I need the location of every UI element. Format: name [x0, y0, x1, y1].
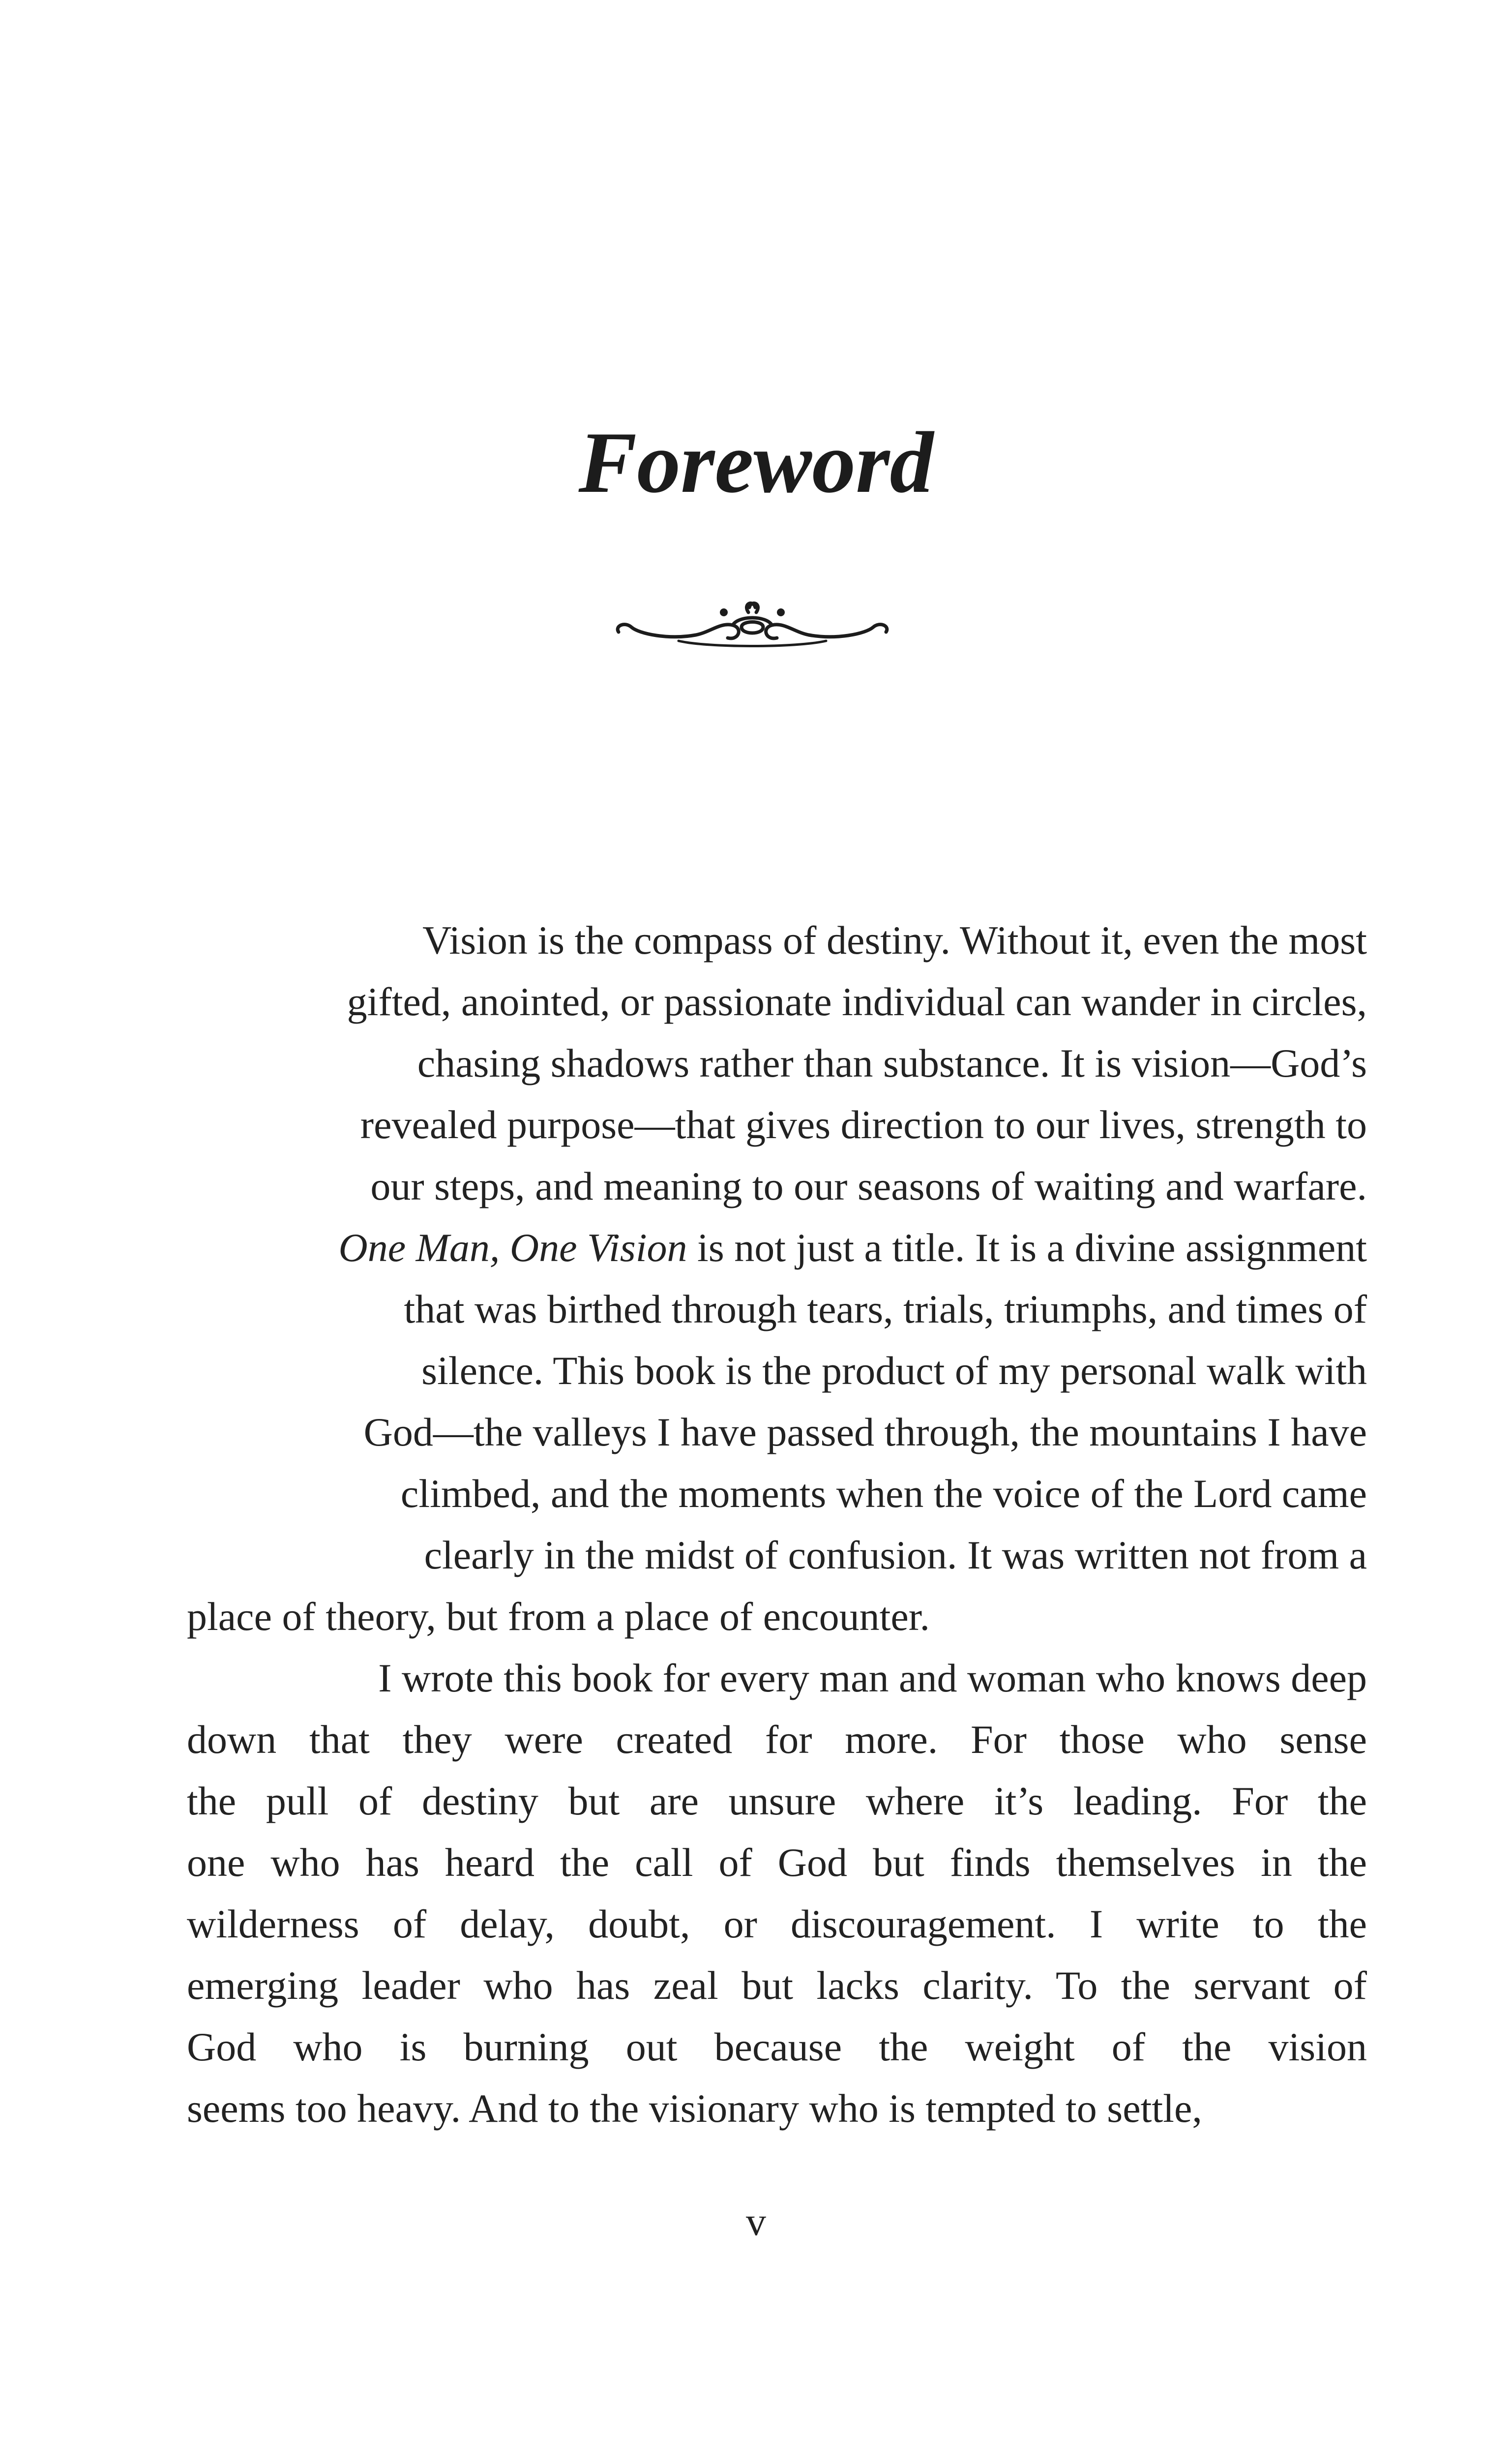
text-line: silence. This book is the product of my personal walk with: [421, 1348, 1367, 1393]
text-line: place of theory, but from a place of encounter.: [187, 1594, 930, 1639]
text-line: gifted, anointed, or passionate individual can wander in circles,: [347, 979, 1367, 1024]
text-line: I wrote this book for every man and woman who knows deep: [378, 1656, 1367, 1700]
text-line: revealed purpose—that gives direction to our lives, strength to: [360, 1102, 1367, 1147]
text-line: our steps, and meaning to our seasons of waiting and warfare.: [370, 1164, 1367, 1208]
text-line: God who is burning out because the weight of the vision: [187, 2024, 1367, 2069]
text-line: [339, 1217, 1367, 1278]
text-line: one who has heard the call of God but finds themselves in the: [187, 1840, 1367, 1885]
text-line: the pull of destiny but are unsure where it’s leading. For the: [187, 1779, 1367, 1823]
page-number: v: [746, 2199, 766, 2244]
text-line: wilderness of delay, doubt, or discouragement. I write to the: [187, 1901, 1367, 1946]
text-line: God—the valleys I have passed through, the mountains I have: [363, 1410, 1367, 1454]
text-line-rest: is not just a title. It is a divine assignment: [687, 1225, 1367, 1270]
text-line: that was birthed through tears, trials, triumphs, and times of: [404, 1287, 1367, 1331]
decorative-flourish-icon: [610, 593, 895, 662]
text-line: Vision is the compass of destiny. Without it, even the most: [422, 918, 1367, 963]
text-line: climbed, and the moments when the voice of the Lord came: [400, 1471, 1367, 1516]
text-line: chasing shadows rather than substance. It is vision—God’s: [417, 1041, 1367, 1086]
text-line: emerging leader who has zeal but lacks clarity. To the servant of: [187, 1963, 1367, 2008]
book-title-italic: One Man, One Vision: [338, 1225, 687, 1270]
chapter-title: Foreword: [578, 414, 934, 511]
text-line: clearly in the midst of confusion. It was written not from a: [424, 1533, 1367, 1577]
text-line: down that they were created for more. For those who sense: [187, 1717, 1367, 1762]
text-line: seems too heavy. And to the visionary who is tempted to settle,: [187, 2086, 1202, 2131]
